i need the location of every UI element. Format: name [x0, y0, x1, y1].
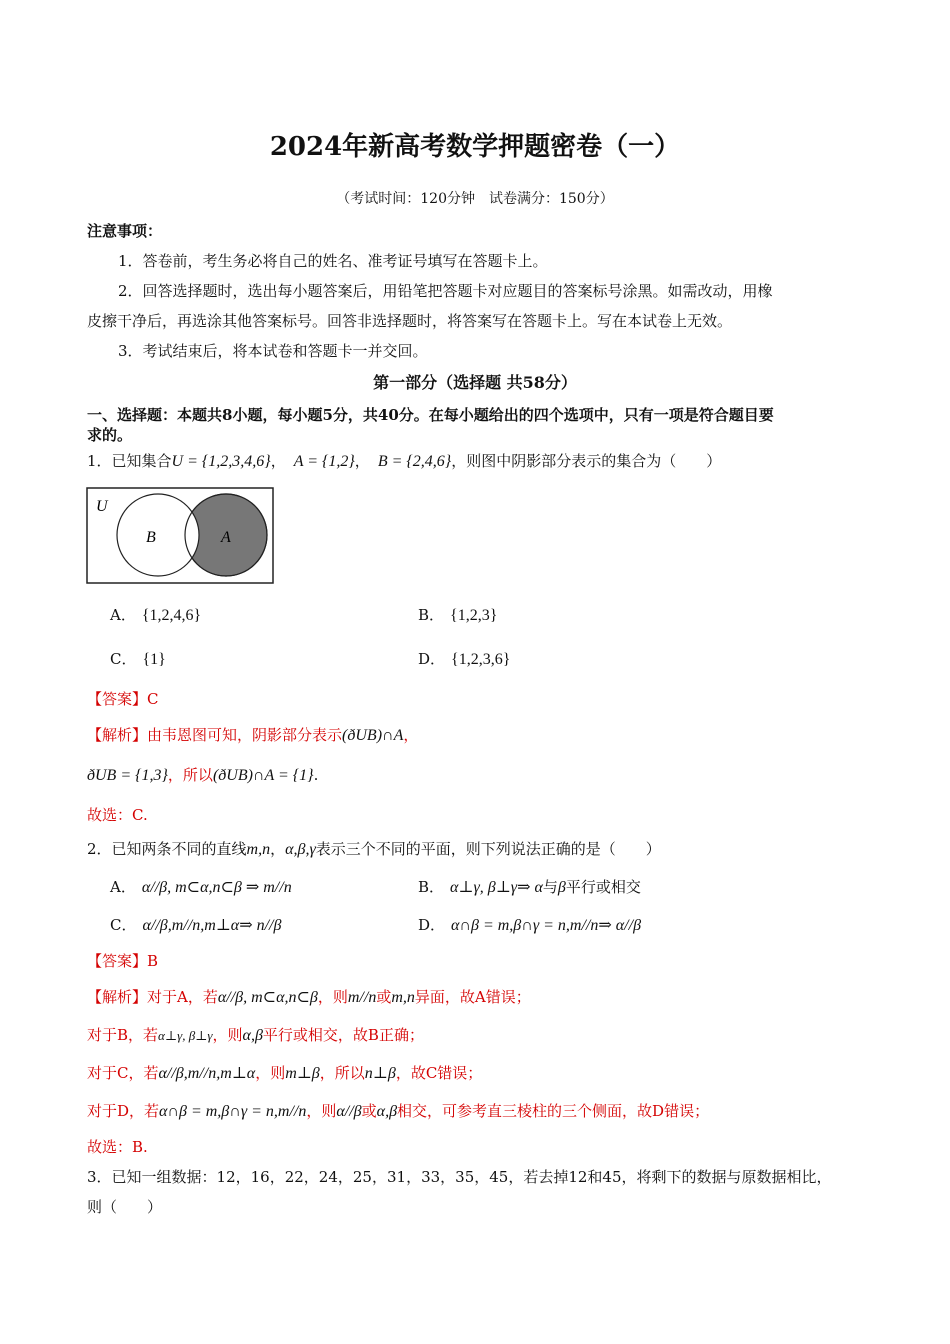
- q2-option-a[interactable]: A． α//β, m⊂α,n⊂β ⇒ m//n: [110, 878, 292, 896]
- q1-option-a[interactable]: A． {1,2,4,6}: [110, 606, 202, 624]
- venn-diagram: [86, 487, 276, 585]
- q2-option-c[interactable]: C． α//β,m//n,m⊥α⇒ n//β: [110, 916, 282, 934]
- q1-analysis-line1: 【解析】由韦恩图可知，阴影部分表示(ðUB)∩A，: [87, 726, 419, 744]
- venn-label-a: A: [221, 529, 231, 546]
- q1-stem: 1．已知集合U = {1,2,3,4,6}， A = {1,2}， B = {2,4,6}，则图中阴影部分表示的集合为（ ）: [87, 452, 722, 470]
- notice-item-2-cont: 皮擦干净后，再选涂其他答案标号。回答非选择题时，将答案写在答题卡上。写在本试卷上无效。: [87, 312, 733, 330]
- q2-analysis-d: 对于D，若α∩β = m,β∩γ = n,m//n，则α//β或α,β相交，可参考直三棱柱的三个侧面，故D错误；: [87, 1102, 710, 1120]
- q1-analysis-line2: ðUB = {1,3}，所以(ðUB)∩A = {1}.: [87, 766, 319, 784]
- section-heading: 一、选择题：本题共8小题，每小题5分，共40分。在每小题给出的四个选项中，只有一项是符合题目要: [87, 406, 774, 424]
- notice-heading: 注意事项：: [87, 222, 163, 240]
- q3-stem: 3．已知一组数据：12，16，22，24，25，31，33，35，45，若去掉12和45，将剩下的数据与原数据相比，: [87, 1168, 832, 1186]
- q2-answer: 【答案】B: [87, 952, 159, 970]
- notice-item-2: 2．回答选择题时，选出每小题答案后，用铅笔把答题卡对应题目的答案标号涂黑。如需改动，用橡: [118, 282, 773, 300]
- q1-option-c[interactable]: C． {1}: [110, 650, 166, 668]
- q1-option-b[interactable]: B． {1,2,3}: [418, 606, 498, 624]
- q1-number: 1．已知集合: [87, 452, 172, 470]
- q2-analysis-c: 对于C，若α//β,m//n,m⊥α，则m⊥β，所以n⊥β，故C错误；: [87, 1064, 483, 1082]
- notice-item-1: 1．答卷前，考生务必将自己的姓名、准考证号填写在答题卡上。: [118, 252, 548, 270]
- q2-conclusion: 故选：B.: [87, 1138, 148, 1156]
- q1-set-a: A = {1,2}: [293, 453, 355, 470]
- exam-info: （考试时间：120分钟 试卷满分：150分）: [336, 191, 614, 207]
- q1-conclusion: 故选：C.: [87, 806, 148, 824]
- q2-option-b[interactable]: B． α⊥γ, β⊥γ⇒ α与β平行或相交: [418, 878, 641, 896]
- q1-option-d[interactable]: D． {1,2,3,6}: [418, 650, 511, 668]
- q2-analysis-a: 【解析】对于A，若α//β, m⊂α,n⊂β，则m//n或m,n异面，故A错误；: [87, 988, 531, 1006]
- q2-analysis-b: 对于B，若α⊥γ, β⊥γ，则α,β平行或相交，故B正确；: [87, 1026, 424, 1044]
- venn-label-b: B: [146, 529, 156, 546]
- q1-set-u: U = {1,2,3,4,6}: [171, 453, 271, 470]
- venn-circle-b: [117, 494, 199, 576]
- venn-label-u: U: [96, 498, 108, 515]
- q2-stem: 2．已知两条不同的直线m,n，α,β,γ表示三个不同的平面，则下列说法正确的是（ ）: [87, 840, 661, 858]
- q1-set-b: B = {2,4,6}: [377, 453, 452, 470]
- notice-item-3: 3．考试结束后，将本试卷和答题卡一并交回。: [118, 342, 428, 360]
- part-heading: 第一部分（选择题 共58分）: [373, 373, 577, 392]
- q3-stem-cont: 则（ ）: [87, 1198, 163, 1216]
- q2-option-d[interactable]: D． α∩β = m,β∩γ = n,m//n⇒ α//β: [418, 916, 642, 934]
- q1-tail: ，则图中阴影部分表示的集合为（ ）: [451, 452, 722, 470]
- section-heading-cont: 求的。: [87, 426, 133, 444]
- q1-answer: 【答案】C: [87, 690, 159, 708]
- page-title: 2024年新高考数学押题密卷（一）: [269, 132, 681, 162]
